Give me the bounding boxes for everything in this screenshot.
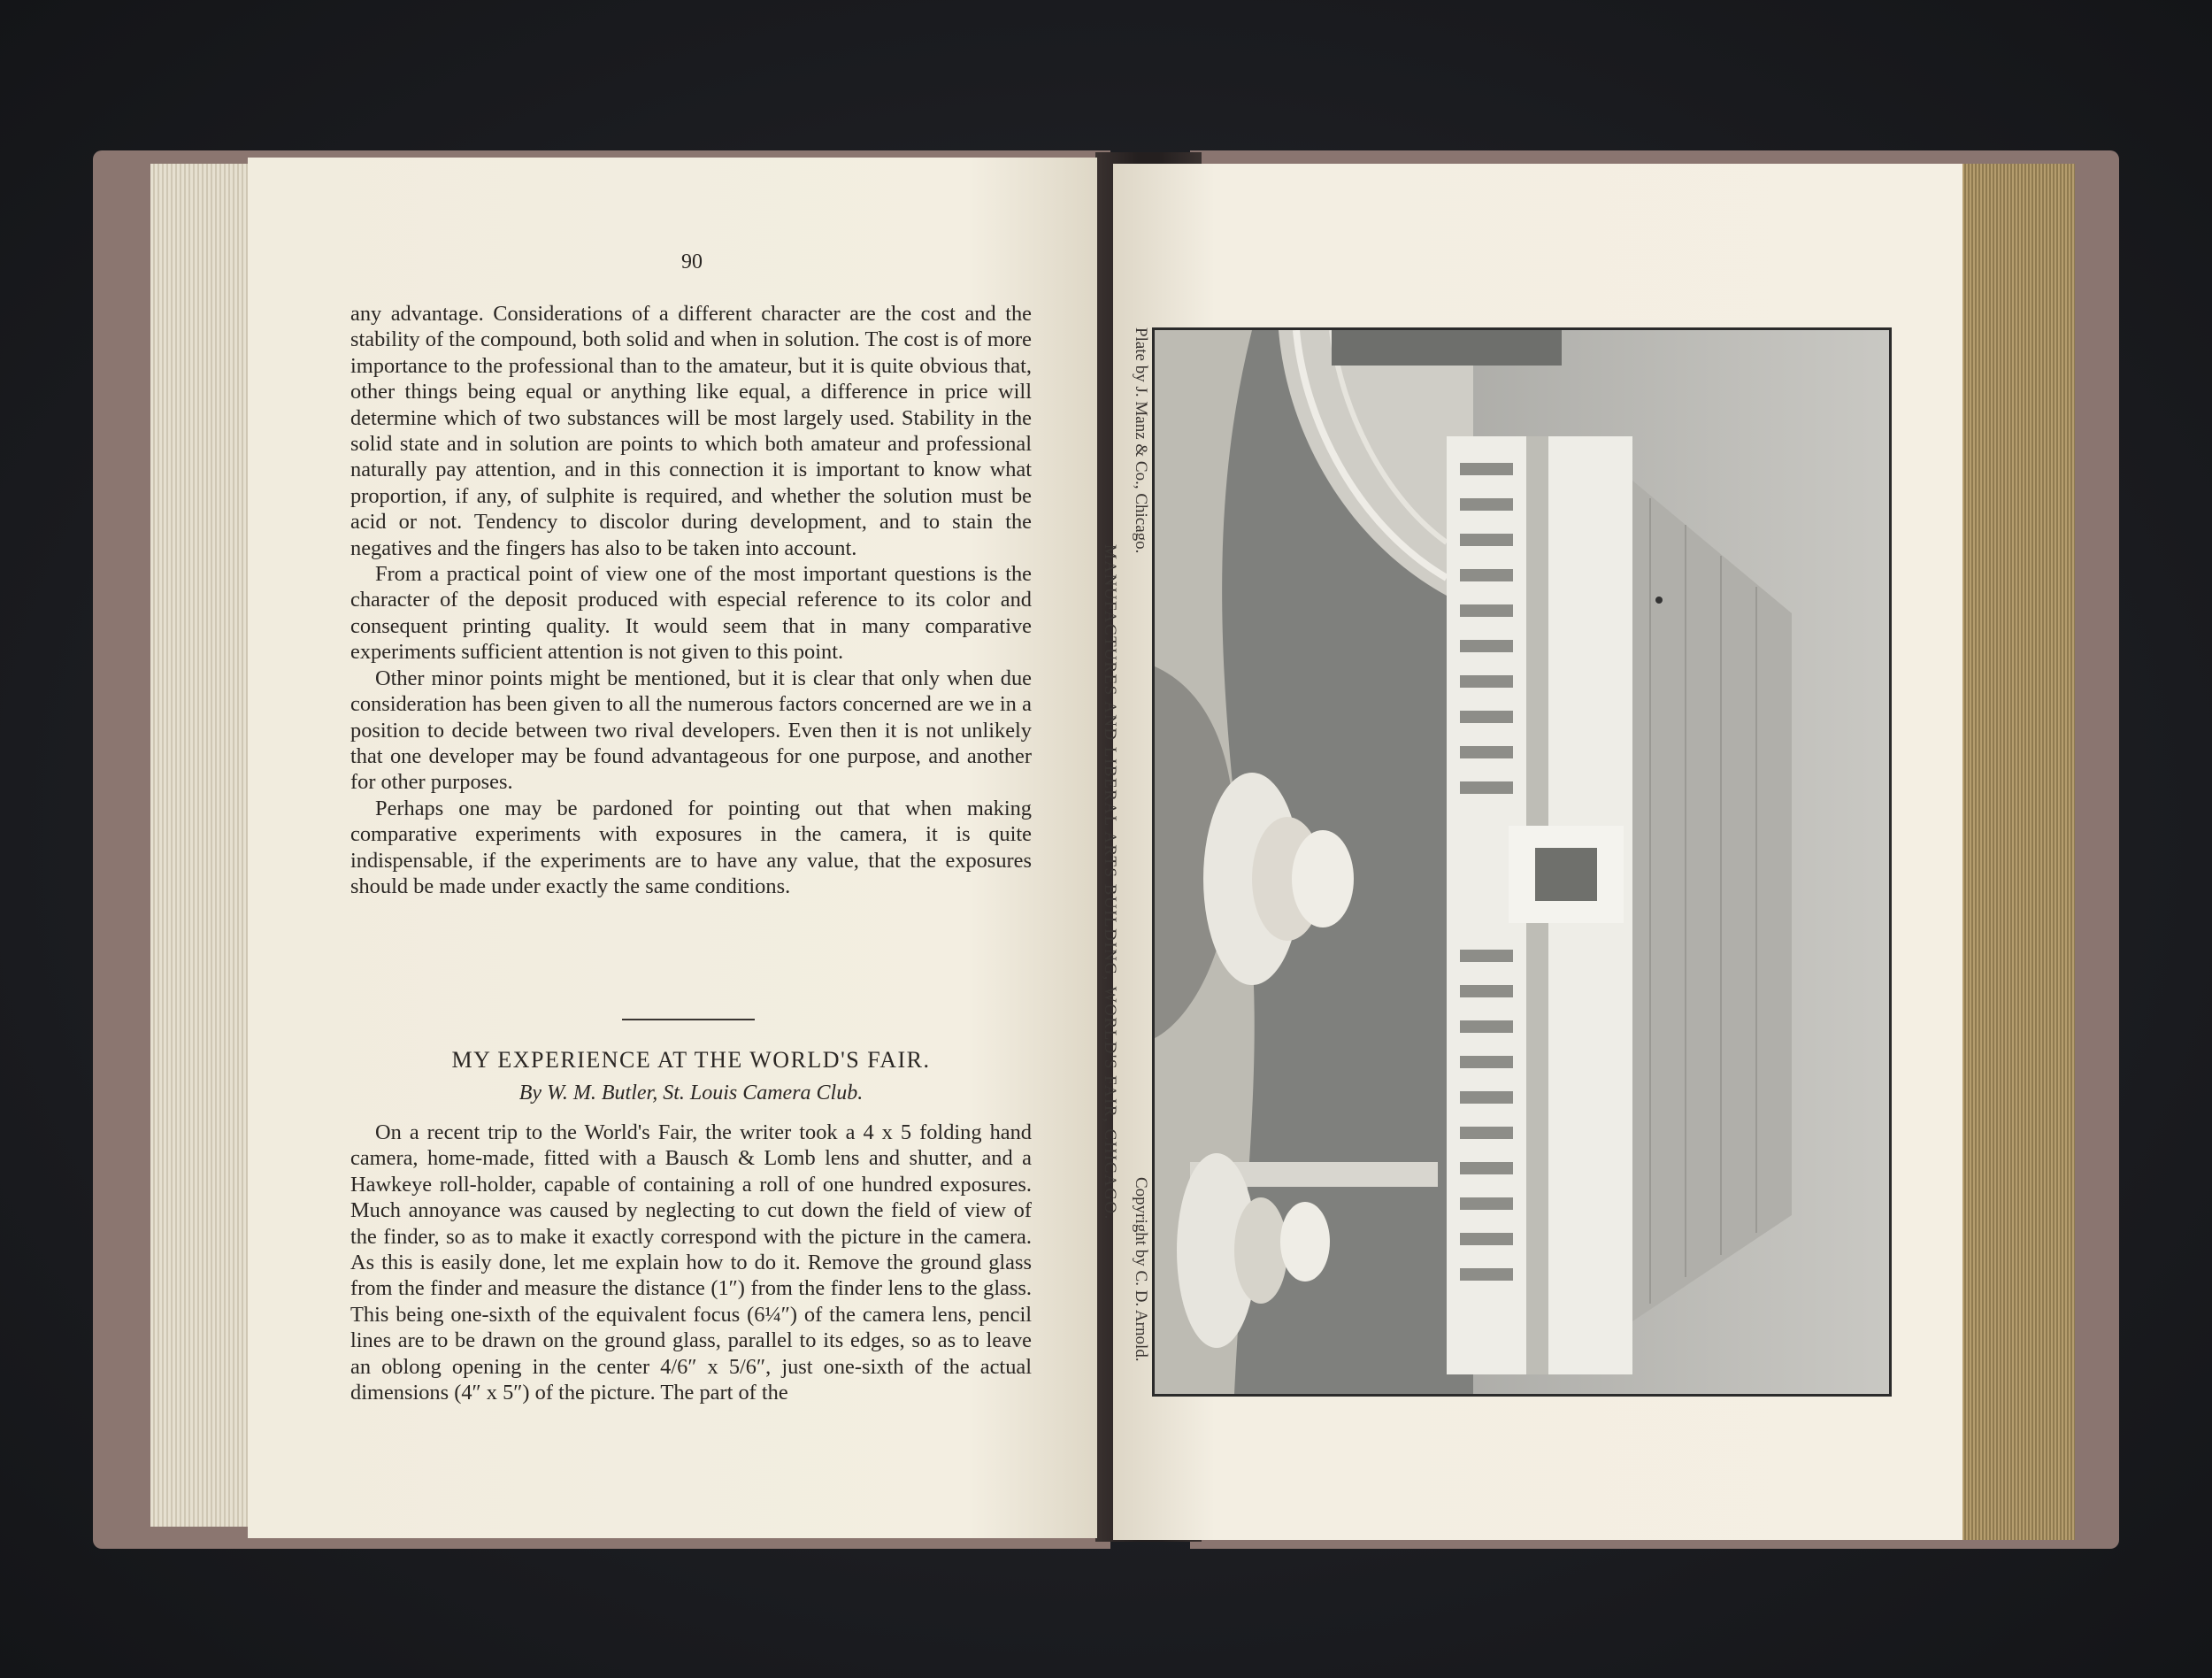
paragraph: Other minor points might be mentioned, but it is clear that only when due consideration has been given to all the numerous factors concerned are we in a position to decide between two rival developers. Even then it is not unlikely that one developer may be found advantageous for one purpose, and another for other purposes. [350, 666, 1032, 795]
page-number: 90 [681, 250, 703, 273]
plate-title: MANUFACTURES AND LIBERAL ARTS BUILDING, WORLD'S FAIR, CHICAGO. [1101, 544, 1119, 1220]
article-title: MY EXPERIENCE AT THE WORLD'S FAIR. [451, 1047, 931, 1073]
plate-credit: Plate by J. Manz & Co., Chicago. [1132, 327, 1150, 554]
page-edges-right [1955, 164, 2075, 1540]
paragraph: any advantage. Considerations of a different character are the cost and the stability of the compound, both solid and when in solution. The cost is of more importance to the professional than to the amateur, but it is quite obvious that, other things being equal or anything like equal, a difference in price will determine which of two substances will be most largely used. Stability in the solid state and in solution are points to which both amateur and professional naturally pay attention, and in this connection it is important to know what proportion, if any, of sulphite is required, and whether the solution must be acid or not. Tendency to discolor during development, and to stain the negatives and the fingers has also to be taken into account. [350, 302, 1032, 560]
paragraph: On a recent trip to the World's Fair, the writer took a 4 x 5 folding hand camera, home-made, fitted with a Bausch & Lomb lens and shutter, and a Hawkeye roll-holder, capable of containing a roll of one hundred exposures. Much annoyance was caused by neglecting to cut down the field of view of the finder, so as to make it exactly correspond with the picture in the camera. As this is easily done, let me explain how to do it. Remove the ground glass from the finder and measure the distance (1″) from the finder lens to the glass. This being one-sixth of the equivalent focus (6¼″) of the camera lens, pencil lines are to be drawn on the ground glass, parallel to its edges, so as to leave an oblong opening in the center 4/6″ x 5/6″, just one-sixth of the actual dimensions (4″ x 5″) of the picture. The part of the [350, 1120, 1032, 1405]
article-body [350, 1120, 1032, 1405]
paragraph: Perhaps one may be pardoned for pointing out that when making comparative experiments with exposures in the camera, it is quite indispensable, if the experiments are to have any value, that the exposures should be made under exactly the same conditions. [350, 796, 1032, 898]
paragraph: From a practical point of view one of the most important questions is the character of the deposit produced with especial reference to its color and consequent printing quality. It would seem that in many comparative experiments sufficient attention is not given to this point. [350, 562, 1032, 665]
section-divider [622, 1019, 755, 1020]
plate-copyright: Copyright by C. D. Arnold. [1132, 1177, 1150, 1362]
page-edges-left [150, 164, 257, 1527]
article-byline: By W. M. Butler, St. Louis Camera Club. [518, 1081, 864, 1105]
plate-image [1155, 330, 1889, 1394]
photographic-plate [1152, 327, 1892, 1397]
body-text [350, 301, 1032, 899]
